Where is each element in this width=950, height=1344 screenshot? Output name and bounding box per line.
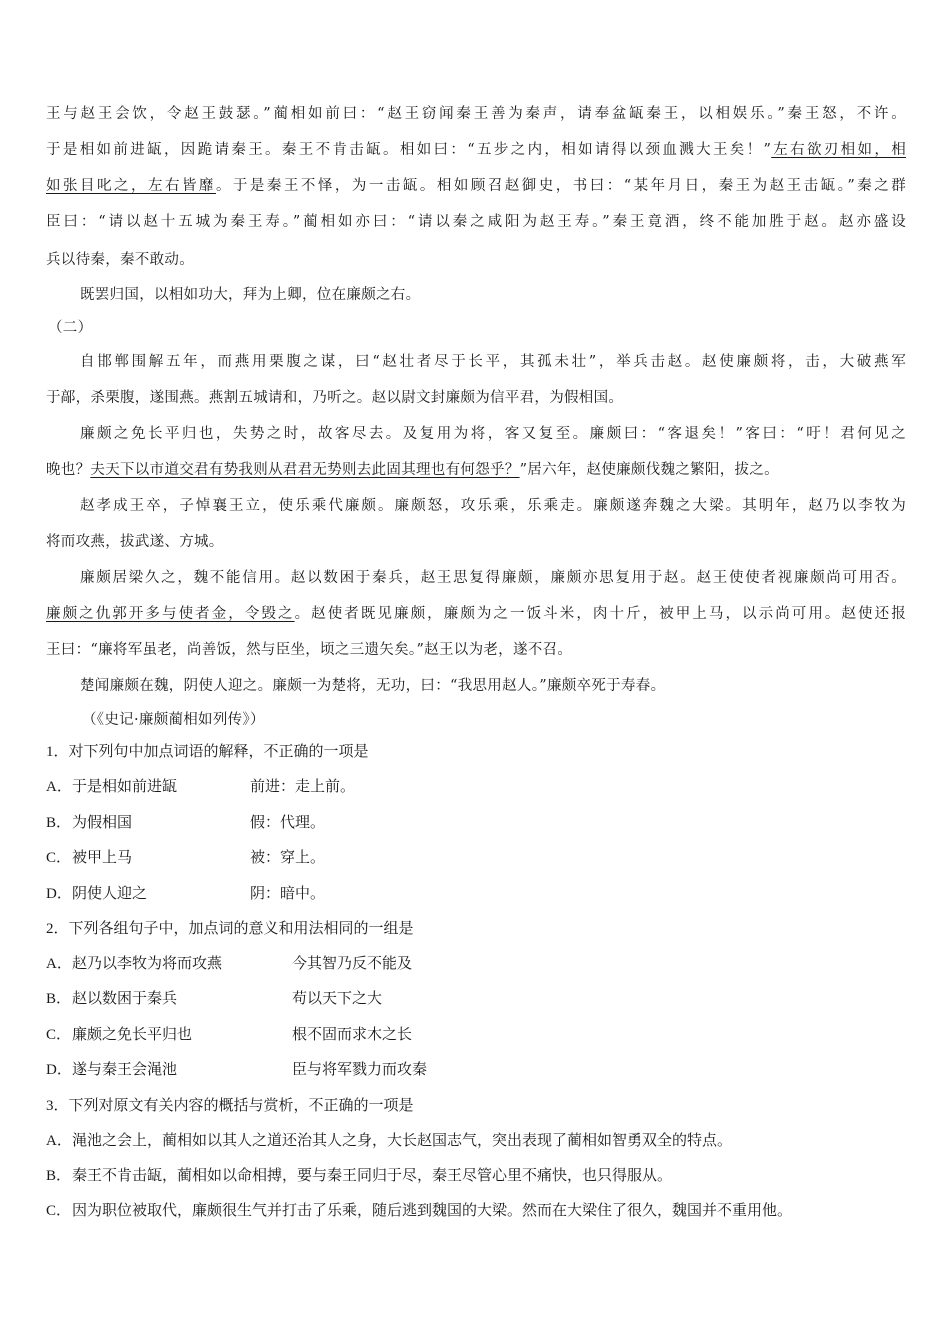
passage-line [46, 459, 906, 481]
option-left: 被甲上马 [72, 850, 133, 866]
option-label: B． [46, 991, 72, 1007]
option-label: C． [46, 1203, 72, 1219]
option-label: A． [46, 1133, 72, 1149]
option-row [46, 1059, 177, 1081]
passage-text: 。赵使者既见廉颇，廉颇为之一饭斗米，肉十斤，被甲上马，以示尚可用。赵使还报 [294, 606, 906, 622]
option-text: 因为职位被取代，廉颇很生气并打击了乐乘，随后逃到魏国的大梁。然而在大梁住了很久，魏国并不重用他。 [72, 1203, 793, 1219]
passage-line [46, 603, 906, 625]
option-right: 假：代理。 [250, 815, 326, 831]
option-left: 阴使人迎之 [72, 886, 148, 902]
question-stem: 3．下列对原文有关内容的概括与赏析，不正确的一项是 [46, 1098, 414, 1114]
option-right: 阴：暗中。 [250, 886, 326, 902]
option-row [46, 1200, 792, 1222]
passage-line: 臣曰：“请以赵十五城为秦王寿。”蔺相如亦曰：“请以秦之咸阳为赵王寿。”秦王竟酒，终不能加胜于赵。赵亦盛设 [46, 214, 906, 230]
option-label: A． [46, 779, 72, 795]
option-row [46, 847, 132, 869]
option-right: 今其智乃反不能及 [292, 956, 413, 972]
passage-line: 自邯郸围解五年，而燕用栗腹之谋，曰“赵壮者尽于长平，其孤未壮”，举兵击赵。赵使廉颇将，击，大破燕军 [80, 354, 906, 370]
option-left: 赵以数困于秦兵 [72, 991, 178, 1007]
passage-text: ”居六年，赵使廉颇伐魏之繁阳，拔之。 [519, 462, 779, 478]
passage-line: 楚闻廉颇在魏，阴使人迎之。廉颇一为楚将，无功，曰：“我思用赵人。”廉颇卒死于寿春。 [80, 678, 666, 694]
option-left: 遂与秦王会渑池 [72, 1062, 178, 1078]
option-right: 苟以天下之大 [292, 991, 383, 1007]
option-text: 渑池之会上，蔺相如以其人之道还治其人之身，大长赵国志气，突出表现了蔺相如智勇双全的特点。 [72, 1133, 733, 1149]
underlined-sentence: 如张目叱之，左右皆靡 [46, 178, 216, 194]
option-label: B． [46, 1168, 72, 1184]
passage-text: 于是相如前进缻，因跪请秦王。秦王不肯击缻。相如曰：“五步之内，相如请得以颈血溅大王矣！” [46, 142, 772, 158]
underlined-sentence: 廉颇之仇郭开多与使者金，令毁之 [46, 606, 295, 622]
passage-line: 廉颇居梁久之，魏不能信用。赵以数困于秦兵，赵王思复得廉颇，廉颇亦思复用于赵。赵王使使者视廉颇尚可用否。 [80, 570, 906, 586]
underlined-sentence: 夫天下以市道交君有势我则从君君无势则去此固其理也有何怨乎？ [90, 462, 520, 478]
option-row [46, 1024, 192, 1046]
option-label: C． [46, 1027, 72, 1043]
passage-text: 晚也？ [46, 462, 91, 478]
option-right: 臣与将军戮力而攻秦 [292, 1062, 428, 1078]
underlined-sentence: 左右欲刃相如，相 [771, 142, 906, 158]
option-right: 前进：走上前。 [250, 779, 356, 795]
passage-line: 王曰：“廉将军虽老，尚善饭，然与臣坐，顷之三遗矢矣。”赵王以为老，遂不召。 [46, 642, 573, 658]
option-row [46, 1130, 732, 1152]
passage-line [46, 139, 906, 161]
option-left: 廉颇之免长平归也 [72, 1027, 193, 1043]
option-row [46, 812, 132, 834]
option-right: 根不固而求木之长 [292, 1027, 413, 1043]
passage-line [46, 175, 906, 197]
section-heading: （二） [48, 320, 93, 336]
option-label: C． [46, 850, 72, 866]
option-row [46, 988, 177, 1010]
passage-line: 将而攻燕，拔武遂、方城。 [46, 534, 224, 550]
option-text: 秦王不肯击缻，蔺相如以命相搏，要与秦王同归于尽，秦王尽管心里不痛快，也只得服从。 [72, 1168, 673, 1184]
option-row [46, 776, 177, 798]
option-row [46, 1165, 672, 1187]
option-right: 被：穿上。 [250, 850, 326, 866]
option-label: A． [46, 956, 72, 972]
passage-line: 兵以待秦，秦不敢动。 [46, 252, 194, 268]
option-label: D． [46, 886, 72, 902]
passage-text: 。于是秦王不怿，为一击缻。相如顾召赵御史，书曰：“某年月日，秦王为赵王击缻。”秦之群 [215, 178, 907, 194]
source-citation: （《史记·廉颇蔺相如列传》） [82, 712, 265, 728]
question-stem: 1．对下列句中加点词语的解释，不正确的一项是 [46, 744, 369, 760]
option-row [46, 883, 147, 905]
passage-line: 既罢归国，以相如功大，拜为上卿，位在廉颇之右。 [80, 287, 421, 303]
passage-line: 王与赵王会饮，令赵王鼓瑟。”蔺相如前曰：“赵王窃闻秦王善为秦声，请奉盆缻秦王，以相娱乐。”秦王怒，不许。 [46, 106, 906, 122]
question-stem: 2．下列各组句子中，加点词的意义和用法相同的一组是 [46, 921, 414, 937]
option-label: D． [46, 1062, 72, 1078]
option-left: 赵乃以李牧为将而攻燕 [72, 956, 223, 972]
option-row [46, 953, 222, 975]
option-left: 于是相如前进缻 [72, 779, 178, 795]
passage-line: 赵孝成王卒，子悼襄王立，使乐乘代廉颇。廉颇怒，攻乐乘，乐乘走。廉颇遂奔魏之大梁。其明年，赵乃以李牧为 [80, 498, 906, 514]
option-left: 为假相国 [72, 815, 133, 831]
passage-line: 廉颇之免长平归也，失势之时，故客尽去。及复用为将，客又复至。廉颇曰：“客退矣！”客曰：“吁！君何见之 [80, 426, 906, 442]
option-label: B． [46, 815, 72, 831]
passage-line: 于鄗，杀栗腹，遂围燕。燕割五城请和，乃听之。赵以尉文封廉颇为信平君，为假相国。 [46, 390, 624, 406]
